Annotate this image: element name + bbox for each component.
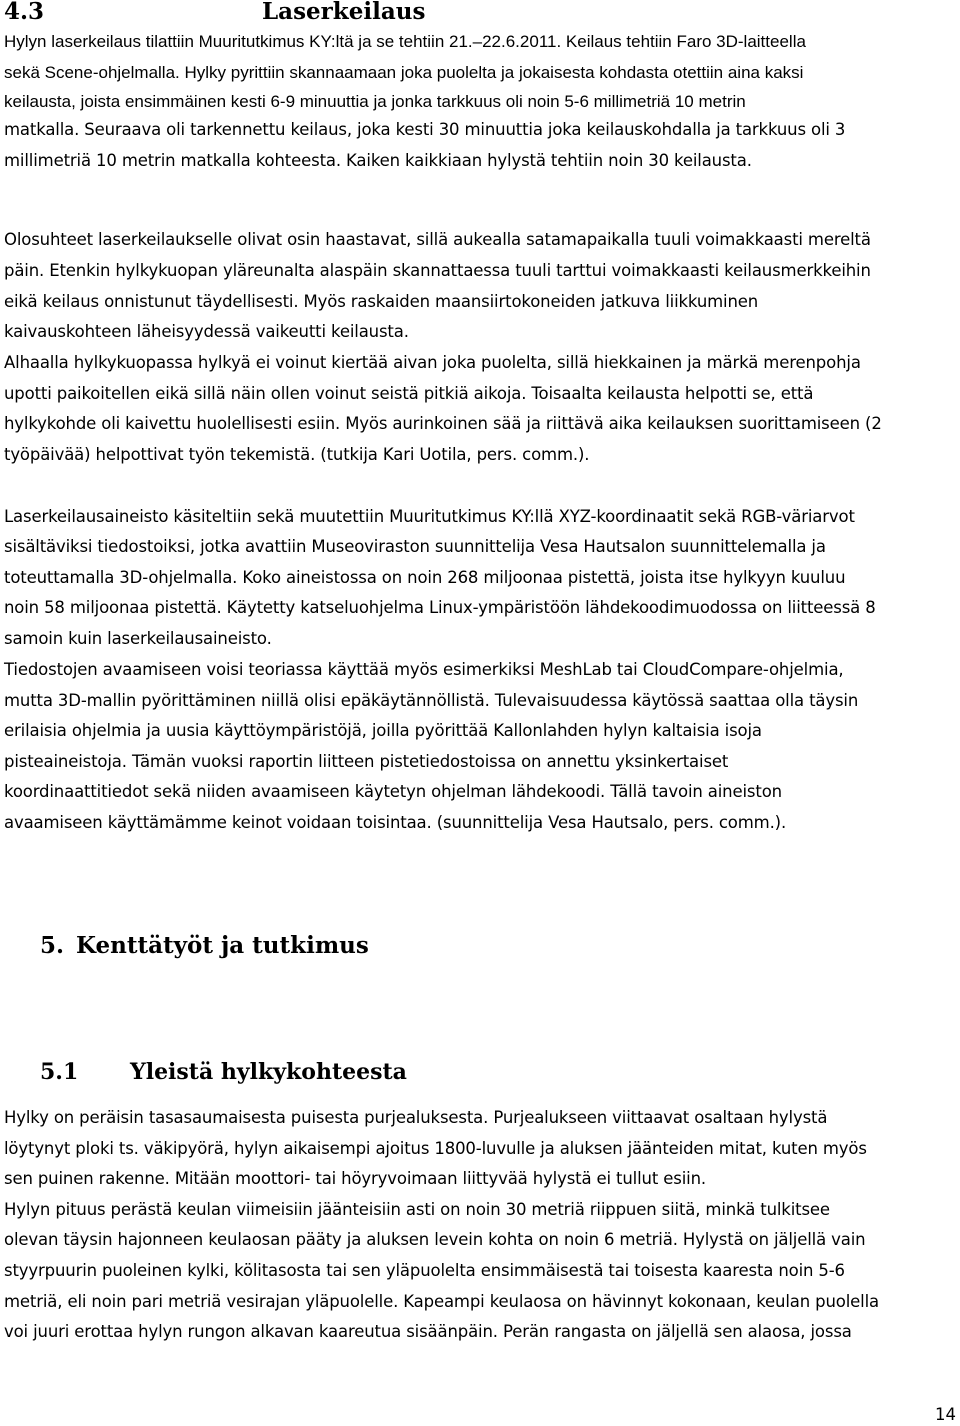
body-line: pisteaineistoja. Tämän vuoksi raportin liitteen pistetiedostoissa on annettu yksinkertaiset [4,752,729,771]
section-number: 4.3 [4,0,45,25]
body-line: Hylky on peräisin tasasaumaisesta puisesta purjealuksesta. Purjealukseen viittaavat osaltaan hylystä [4,1108,828,1127]
chapter-title: Kenttätyöt ja tutkimus [76,932,369,959]
section-heading-4-3 [4,0,425,28]
body-line: matkalla. Seuraava oli tarkennettu keilaus, joka kesti 30 minuuttia joka keilauskohdalla ja tarkkuus oli 3 [4,120,846,139]
body-line: koordinaattitiedot sekä niiden avaamiseen käytetyn ohjelman lähdekoodi. Tällä tavoin aineiston [4,782,782,801]
body-line: työpäivää) helpottivat työn tekemistä. (tutkija Kari Uotila, pers. comm.). [4,445,590,464]
body-line: noin 58 miljoonaa pistettä. Käytetty katseluohjelma Linux-ympäristöön lähdekoodimuodossa on liitteessä 8 [4,598,876,617]
body-line: hylkykohde oli kaivettu huolellisesti esiin. Myös aurinkoinen sää ja riittävä aika keilauksen suorittamiseen (2 [4,414,882,433]
body-line: kaivauskohteen läheisyydessä vaikeutti keilausta. [4,322,409,341]
body-line: styyrpuurin puoleinen kylki, kölitasosta tai sen yläpuolelta ensimmäisestä tai toisesta kaaresta noin 5-6 [4,1261,845,1280]
body-line: päin. Etenkin hylkykuopan yläreunalta alaspäin skannattaessa tuuli tarttui voimakkaasti keilausmerkkeihin [4,261,871,280]
body-line: Alhaalla hylkykuopassa hylkyä ei voinut kiertää aivan joka puolelta, sillä hiekkainen ja märkä merenpohja [4,353,861,372]
body-line: Hylyn laserkeilaus tilattiin Muuritutkimus KY:ltä ja se tehtiin 21.–22.6.2011. Keilaus tehtiin Faro 3D-laitteella [4,32,806,51]
section-title: Yleistä hylkykohteesta [130,1059,407,1085]
body-line: sen puinen rakenne. Mitään moottori- tai höyryvoimaan liittyvää hylystä ei tullut esiin. [4,1169,706,1188]
body-line: sisältäviksi tiedostoiksi, jotka avattiin Museoviraston suunnittelija Vesa Hautsalon suunnittelemalla ja [4,537,826,556]
body-line: toteuttamalla 3D-ohjelmalla. Koko aineistossa on noin 268 miljoonaa pistettä, joista itse hylkyyn kuuluu [4,568,846,587]
body-line: metriä, eli noin pari metriä vesirajan yläpuolelle. Kapeampi keulaosa on hävinnyt kokonaan, keulan puolella [4,1292,879,1311]
body-line: Laserkeilausaineisto käsiteltiin sekä muutettiin Muuritutkimus KY:llä XYZ-koordinaatit sekä RGB-väriarvot [4,507,855,526]
body-line: mutta 3D-mallin pyörittäminen niillä olisi epäkäytännöllistä. Tulevaisuudessa käytössä saattaa olla täysin [4,691,859,710]
body-line: erilaisia ohjelmia ja uusia käyttöympäristöjä, joilla pyörittää Kallonlahden hylyn kaltaisia isoja [4,721,762,740]
body-line: millimetriä 10 metrin matkalla kohteesta. Kaiken kaikkiaan hylystä tehtiin noin 30 keilausta. [4,151,752,170]
body-line: avaamiseen käyttämämme keinot voidaan toisintaa. (suunnittelija Vesa Hautsalo, pers. comm.). [4,813,787,832]
body-line: voi juuri erottaa hylyn rungon alkavan kaareutua sisäänpäin. Perän rangasta on jäljellä sen alaosa, jossa [4,1322,852,1341]
body-line: sekä Scene-ohjelmalla. Hylky pyrittiin skannaamaan joka puolelta ja jokaisesta kohdasta otettiin aina kaksi [4,63,804,82]
body-line: eikä keilaus onnistunut täydellisesti. Myös raskaiden maansiirtokoneiden jatkuva liikkuminen [4,292,759,311]
body-line: keilausta, joista ensimmäinen kesti 6-9 minuuttia ja jonka tarkkuus oli noin 5-6 millimetriä 10 metrin [4,92,746,111]
chapter-heading-5 [40,929,369,963]
body-line: löytynyt ploki ts. väkipyörä, hylyn aikaisempi ajoitus 1800-luvulle ja aluksen jäänteiden mitat, kuten myös [4,1139,867,1158]
body-line: samoin kuin laserkeilausaineisto. [4,629,272,648]
chapter-number: 5. [40,932,65,959]
section-heading-5-1 [40,1056,407,1088]
section-number: 5.1 [40,1059,79,1085]
body-line: upotti paikoitellen eikä sillä näin ollen voinut seistä pitkiä aikoja. Toisaalta keilausta helpotti se, että [4,384,814,403]
page-number: 14 [935,1405,956,1424]
body-line: Tiedostojen avaamiseen voisi teoriassa käyttää myös esimerkiksi MeshLab tai CloudCompare-ohjelmia, [4,660,844,679]
body-line: Hylyn pituus perästä keulan viimeisiin jäänteisiin asti on noin 30 metriä riippuen siitä, minkä tulkitsee [4,1200,830,1219]
body-line: olevan täysin hajonneen keulaosan pääty ja aluksen levein kohta on noin 6 metriä. Hylystä on jäljellä vain [4,1230,866,1249]
section-title: Laserkeilaus [262,0,426,25]
body-line: Olosuhteet laserkeilaukselle olivat osin haastavat, sillä aukealla satamapaikalla tuuli voimakkaasti mereltä [4,230,871,249]
